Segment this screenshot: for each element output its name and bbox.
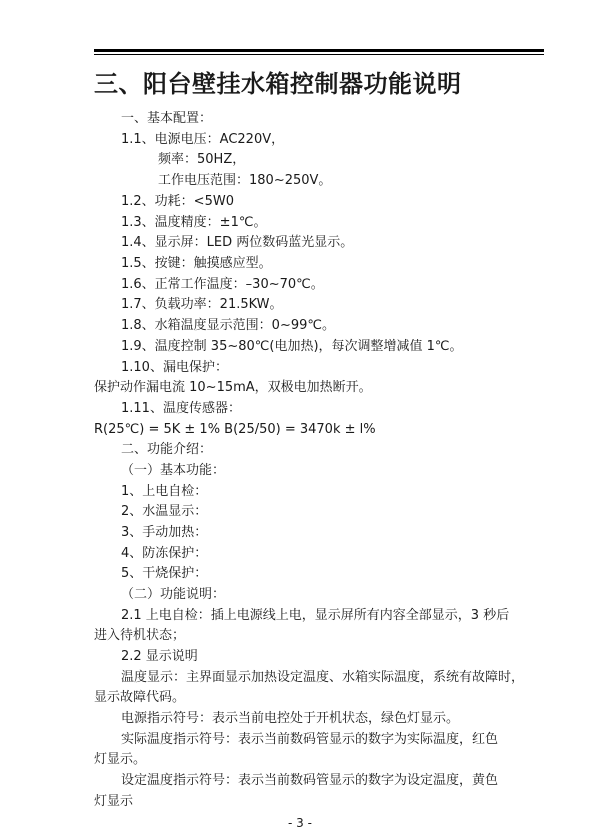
desc-set-temp-indicator: 设定温度指示符号：表示当前数码管显示的数字为设定温度，黄色 xyxy=(121,773,499,788)
desc-self-check: 2.1 上电自检：插上电源线上电，显示屏所有内容全部显示，3 秒后 xyxy=(121,608,510,623)
item-temp-accuracy: 1.3、温度精度：±1℃。 xyxy=(121,215,267,230)
desc-actual-temp-indicator: 实际温度指示符号：表示当前数码管显示的数字为实际温度，红色 xyxy=(121,732,499,747)
item-temp-control: 1.9、温度控制 35~80℃(电加热)，每次调整增减值 1℃。 xyxy=(121,339,463,354)
desc-self-check-cont: 进入待机状态； xyxy=(94,628,186,643)
item-operating-temp: 1.6、正常工作温度：–30~70℃。 xyxy=(121,277,324,292)
item-display: 1.4、显示屏：LED 两位数码蓝光显示。 xyxy=(121,235,354,250)
desc-display-heading: 2.2 显示说明 xyxy=(121,649,198,664)
item-display-range: 1.8、水箱温度显示范围：0~99℃。 xyxy=(121,318,335,333)
heading-functions: 二、功能介绍： xyxy=(121,442,213,457)
desc-actual-temp-indicator-cont: 灯显示。 xyxy=(94,752,147,767)
heading-basic-config: 一、基本配置： xyxy=(121,111,213,126)
desc-power-indicator: 电源指示符号：表示当前电控处于开机状态，绿色灯显示。 xyxy=(121,711,460,726)
item-load-power: 1.7、负载功率：21.5KW。 xyxy=(121,297,283,312)
item-sensor: 1.11、温度传感器： xyxy=(121,401,241,416)
header-rule-thin xyxy=(94,54,544,55)
section-title: 三、阳台壁挂水箱控制器功能说明 xyxy=(94,70,462,98)
item-frequency: 频率：50HZ， xyxy=(158,152,246,167)
header-rule-thick xyxy=(94,49,544,52)
item-leakage: 1.10、漏电保护： xyxy=(121,360,228,375)
function-water-temp: 2、水温显示： xyxy=(121,504,208,519)
desc-temp-display: 温度显示：主界面显示加热设定温度、水箱实际温度，系统有故障时， xyxy=(121,670,525,685)
subheading-basic-functions: （一）基本功能： xyxy=(121,463,226,478)
page-number: - 3 - xyxy=(288,816,312,830)
item-power-consumption: 1.2、功耗：<5W0 xyxy=(121,194,234,209)
function-dry-burn: 5、干烧保护： xyxy=(121,566,208,581)
function-manual-heat: 3、手动加热： xyxy=(121,525,208,540)
desc-temp-display-cont: 显示故障代码。 xyxy=(94,690,186,705)
item-leakage-detail: 保护动作漏电流 10~15mA，双极电加热断开。 xyxy=(94,380,372,395)
subheading-function-desc: （二）功能说明： xyxy=(121,587,226,602)
item-power-voltage: 1.1、电源电压：AC220V， xyxy=(121,132,285,147)
item-voltage-range: 工作电压范围：180~250V。 xyxy=(158,173,332,188)
desc-set-temp-indicator-cont: 灯显示 xyxy=(94,794,134,809)
item-keys: 1.5、按键：触摸感应型。 xyxy=(121,256,272,271)
item-sensor-detail: R(25℃) = 5K ± 1% B(25/50) = 3470k ± l% xyxy=(94,422,376,437)
function-antifreeze: 4、防冻保护： xyxy=(121,546,208,561)
function-self-check: 1、上电自检： xyxy=(121,484,208,499)
